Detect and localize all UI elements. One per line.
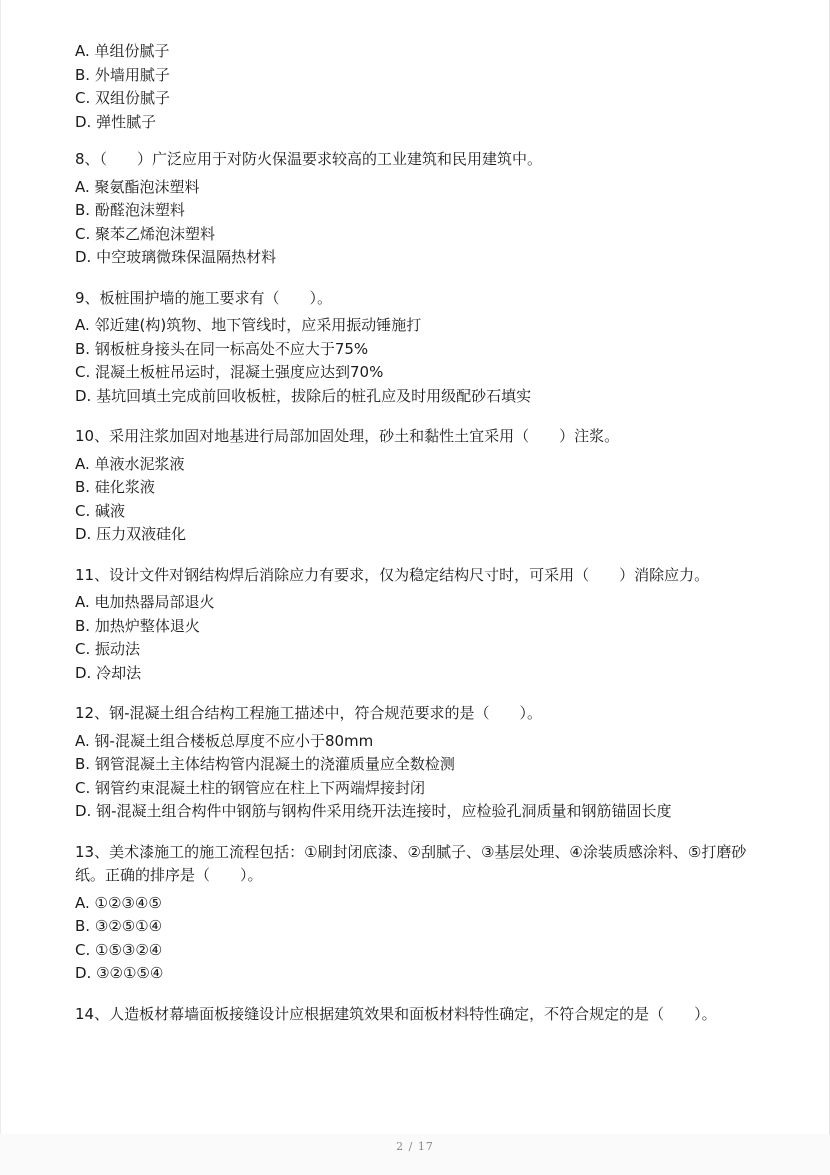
option-c: C. 混凝土板桩吊运时，混凝土强度应达到70% xyxy=(75,363,384,381)
option-b: B. 钢板桩身接头在同一标高处不应大于75% xyxy=(75,339,369,358)
option-d: D. 钢-混凝土组合构件中钢筋与钢构件采用绕开法连接时，应检验孔洞质量和钢筋锚固长度 xyxy=(75,802,672,820)
page-number: 2 / 17 xyxy=(396,1140,434,1153)
question-text: 12、钢-混凝土组合结构工程施工描述中，符合规范要求的是（ ）。 xyxy=(75,704,543,722)
option-d: D. 弹性腻子 xyxy=(75,112,157,131)
question-10 xyxy=(75,425,755,547)
option-b: B. 外墙用腻子 xyxy=(75,65,170,84)
document-content xyxy=(75,40,755,1030)
question-13 xyxy=(75,841,755,986)
option-d: D. 压力双液硅化 xyxy=(75,525,187,543)
option-b: B. 酚醛泡沫塑料 xyxy=(75,201,185,219)
question-11 xyxy=(75,564,755,686)
option-a: A. 邻近建(构)筑物、地下管线时，应采用振动锤施打 xyxy=(75,316,422,334)
question-text: 13、美术漆施工的施工流程包括：①刷封闭底漆、②刮腻子、③基层处理、④涂装质感涂料、⑤打磨砂纸。正确的排序是（ ）。 xyxy=(75,842,747,884)
option-c: C. 碱液 xyxy=(75,501,126,520)
question-text: 14、人造板材幕墙面板接缝设计应根据建筑效果和面板材料特性确定，不符合规定的是（ ）。 xyxy=(75,1004,717,1023)
option-c: C. 钢管约束混凝土柱的钢管应在柱上下两端焊接封闭 xyxy=(75,778,426,797)
question-text: 11、设计文件对钢结构焊后消除应力有要求，仅为稳定结构尺寸时，可采用（ ）消除应力。 xyxy=(75,565,710,584)
option-b: B. 钢管混凝土主体结构管内混凝土的浇灌质量应全数检测 xyxy=(75,755,455,773)
question-9 xyxy=(75,287,755,409)
option-a: A. ①②③④⑤ xyxy=(75,893,162,912)
question-12 xyxy=(75,702,755,824)
previous-question-options xyxy=(75,40,755,134)
option-a: A. 单组份腻子 xyxy=(75,42,170,60)
option-b: B. 硅化浆液 xyxy=(75,478,155,496)
question-text: 9、板桩围护墙的施工要求有（ ）。 xyxy=(75,288,333,307)
option-a: A. 电加热器局部退火 xyxy=(75,593,215,611)
option-a: A. 聚氨酯泡沫塑料 xyxy=(75,177,200,196)
option-c: C. 聚苯乙烯泡沫塑料 xyxy=(75,224,216,243)
option-c: C. 双组份腻子 xyxy=(75,89,171,107)
option-c: C. ①⑤③②④ xyxy=(75,940,163,959)
option-d: D. 基坑回填土完成前回收板桩，拔除后的桩孔应及时用级配砂石填实 xyxy=(75,386,532,405)
option-c: C. 振动法 xyxy=(75,640,141,658)
option-d: D. 中空玻璃微珠保温隔热材料 xyxy=(75,248,277,266)
question-text: 10、采用注浆加固对地基进行局部加固处理，砂土和黏性土宜采用（ ）注浆。 xyxy=(75,427,620,445)
question-14 xyxy=(75,1003,755,1027)
option-a: A. 单液水泥浆液 xyxy=(75,454,185,473)
option-b: B. 加热炉整体退火 xyxy=(75,616,200,635)
option-b: B. ③②⑤①④ xyxy=(75,917,163,935)
question-8 xyxy=(75,148,755,270)
question-text: 8、（ ）广泛应用于对防火保温要求较高的工业建筑和民用建筑中。 xyxy=(75,150,543,168)
option-d: D. ③②①⑤④ xyxy=(75,964,164,982)
option-d: D. 冷却法 xyxy=(75,663,142,682)
option-a: A. 钢-混凝土组合楼板总厚度不应小于80mm xyxy=(75,731,374,750)
